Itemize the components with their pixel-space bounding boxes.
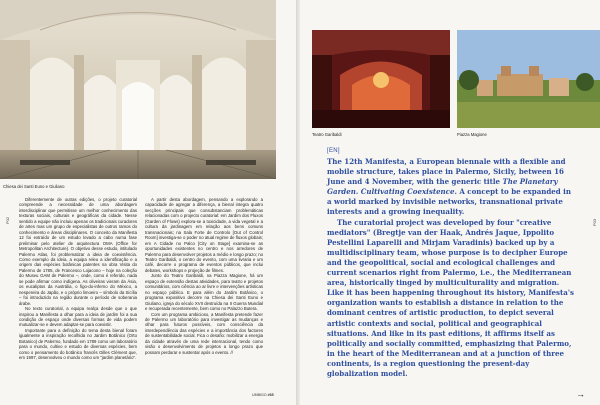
left-page [0, 0, 296, 405]
language-tag: [EN] [327, 148, 340, 154]
footer-issue: #65 [267, 393, 274, 397]
hall-caption: Chiesa dei Santi Euno e Giuliano [3, 184, 65, 189]
right-side-label: P03 [592, 218, 597, 226]
paragraph: A partir desta abordagem, pensando a explorando a capacidade de agregar a diferença, a bienal integra quatro secções principais que consubstanciam problemáticas relacionadas com o projecto curatorial: em Jardim dos Fluxos (Garden of Flows) explora-se a toxicidade, a vida vegetal e a cultura da jardinagem em relação aos bens comuns transnacionais; na Sala Forte de Controlo [Out of Control Room] investiga-se o poder no atual regime de fluxos globais; em A Cidade no Palco [City on Stage] examina-se as oportunidades existentes no centro e nos arredores de Palermo para desenvolver projetos a médio e longo prazo; no Teatro Garibaldi, o centro do evento, com uma livraria e um café, decorre o programa de eventos públicos, que inclui debates, workshops e projeção de filmes. [145, 197, 263, 273]
magione-caption: Piazza Magione [457, 132, 487, 137]
left-text-column-1 [19, 197, 137, 361]
paragraph: Junto do Teatro Garibaldi, na Piazza Magione, há um espaço de extensão destas atividades, para teatro e projetos comunitários, com ciência ao ar livre e intervenções artísticas no espaço público. E para além do Jardim Botânico, o programa expositivo decorre na Chiesa dei Santi Euno e Giuliano, igreja do século XVII destruída na II Guerra Mundial e recuperada recentemente, bem como no Palazzo Butera. [145, 273, 263, 312]
english-text [327, 157, 574, 379]
piazza-image [457, 30, 600, 128]
theatre-image [312, 30, 450, 128]
p1-before: The 12th Manifesta, a European biennale with a flexible and mobile structure, takes place in Palermo, Sicily, between 16 June and 4 November, with the generic title [327, 157, 566, 187]
paragraph: Importante para a definição do tema desta bienal foram igualmente a inspiração recolhida no Jardim Botânico (Orto Botanico) de Palermo, fundado em 1789 como um laboratório para o mundo, cultivo e estudo de diversas espécies, bem como o pensamento do botânico francês Gilles Clément que, em 1997, desenvolveu o mundo como um "jardim planetário". [19, 327, 137, 361]
hall-photo [0, 0, 276, 179]
next-page-arrow-icon[interactable]: → [576, 389, 585, 399]
left-text-column-2 [145, 197, 263, 355]
teatro-photo [312, 30, 450, 128]
left-side-label: P02 [5, 216, 10, 224]
paragraph: Com um programa ambicioso, a Manifesta pretende fazer de Palermo um laboratório para investigar as mudanças e olhar para futuros possíveis, com consciência da interdependência das espécies e a importância dos factores de sustentabilidade social. Fica o desafio: mobilizar a energia da cidade através de uma rede internacional, tendo como visão o desenvolvimento de projetos a longo prazo que possam perdurar e sustentar após o evento. // [145, 311, 263, 355]
paragraph: Diferentemente de outras edições, o projeto curatorial compreende a necessidade de uma abordagem interdisciplinar que permitisse um melhor conhecimento das texturas sociais, culturais e geográficas da cidade. Nesse sentido a equipe não incluiu apenas os tradicionais curadores de artes mas um grupo de especialistas de outros ramos do conhecimento e áreas disciplinares. O conceito da Manifesta 12 foi extraído de um estudo levado a cabo numa fase preliminar pelo atelier de arquitectura OMA (Office for Metropolitan Architecture). O objetivo desse estudo, intitulado Palermo Atlas, foi problematizar a ideia de coexistência. Como exemplo da ideia, a equipa releu a identificação e a origem das espécies botânicas patentes na obra Visita do Palermo de 1785, de Francesco Lojacono – hoje na coleção do Museu GAM de Palermo –, onde, como é referido, nada se pode afirmar como indígena. As oliveiras vieram da Ásia, os eucaliptos da Austrália, o figo-do-inferno do México, a nespereira do Japão, e o próprio limoeiro – símbolo da Sicília – foi introduzido na região durante o período de soberania árabe. [19, 197, 137, 306]
teatro-caption: Teatro Garibaldi [312, 132, 342, 137]
p1-after: A concept to be expanded in a world marked by invisible networks, transnational private interests and a growing inequality. [327, 187, 571, 217]
paragraph: No texto curatorial, a equipa realça desde que o que inspirou a Manifesta a olhar para a ideia de jardim foi a sua condição de espaço onde diversas formas de vida podem mutualizar-se e devem adaptar-se para coexistir. [19, 306, 137, 328]
magione-photo [457, 30, 600, 128]
english-paragraph-2: The curatorial project was developed by four "creative mediators" (Bregtje van der Haak, Andrés Jaque, Ippolito Pestellini Laparelli and Mirjam Varadinis) backed up by a multidisciplinary team, whose purpose is to decipher Europe and the geopolitical, social and ecological challenges and current scenarios right from Palermo, i.e., the Mediterranean area, historically tinged by multiculturality and migration. Like it has been happening throughout its history, Manifesta's organization wants to establish a distance in relation to the dominant centres of artistic production, to depict several artistic contexts and social, political and geographical situations. And like in its past editions, it affirms itself as politically and socially committed, emphasizing that Palermo, in the heart of the Mediterranean and at a junction of three continents, is a region questioning the present-day globalization model. [327, 217, 574, 378]
footer-magazine [252, 393, 274, 397]
biennale-title: The Planetary Garden. Cultivating Coexistence. [327, 177, 558, 197]
church-interior-image [0, 0, 276, 179]
footer-label: UMBIGO [252, 393, 267, 397]
english-paragraph-1 [327, 157, 574, 218]
